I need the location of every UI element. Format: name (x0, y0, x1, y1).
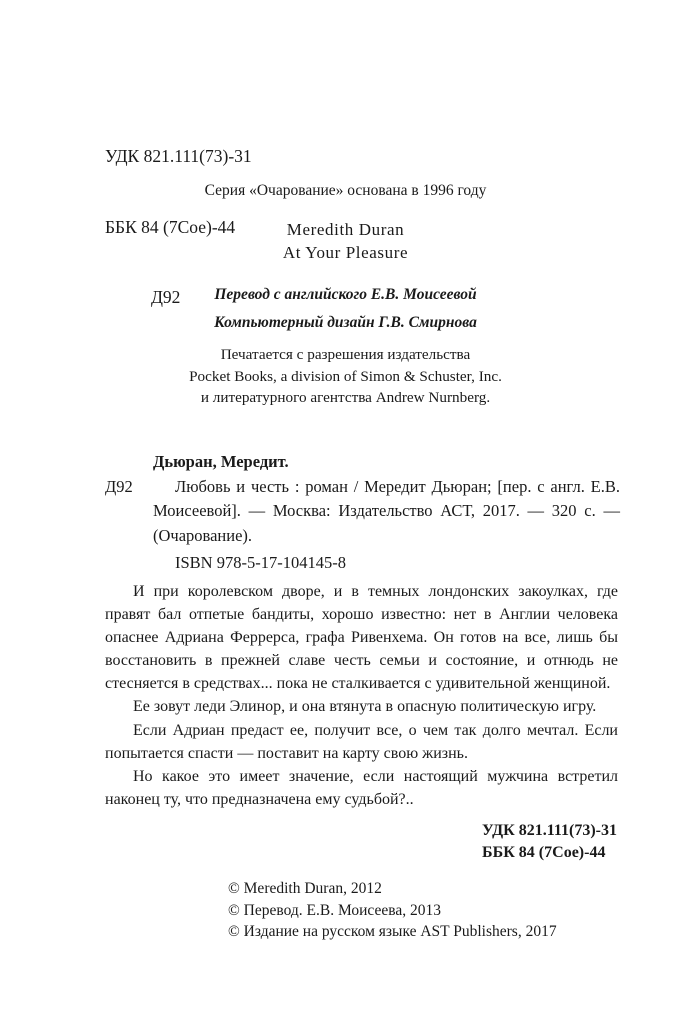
copyright-line-2: © Перевод. Е.В. Моисеева, 2013 (228, 901, 441, 919)
permission-line-3: и литературного агентства Andrew Nurnberg. (200, 389, 491, 406)
annotation-paragraph-4: Но какое это имеет значение, если настоящий мужчина встретил наконец ту, что предназначена ему судьбой?.. (105, 767, 618, 808)
annotation-paragraph-3: Если Адриан предаст ее, получит все, о чем так долго мечтал. Если попытается спасти — поставит на карту свою жизнь. (105, 721, 618, 762)
annotation-paragraph-1: И при королевском дворе, и в темных лондонских закоулках, где правят бал отпетые бандиты, хорошо известно: нет в Англии человека опаснее Адриана Феррерса, графа Ривенхема. Он готов на все, лишь бы восстановить в прежней славе честь семьи и состояние, и отнюдь не стесняется в средствах... пока не сталкивается с удивительной женщиной. (105, 583, 618, 693)
biblio-shelf-mark: Д92 (105, 476, 133, 496)
permission-block (0, 344, 691, 409)
translation-credit: Перевод с английского Е.В. Моисеевой (214, 286, 477, 303)
biblio-description: Любовь и честь : роман / Мередит Дьюран; [пер. с англ. Е.В. Моисеевой]. — Москва: Издательство АСТ, 2017. — 320 с. — (Очарование). (153, 476, 620, 545)
bbk-code-repeat: ББК 84 (7Сое)-44 (482, 843, 606, 861)
isbn: ISBN 978-5-17-104145-8 (175, 553, 346, 572)
permission-line-2: Pocket Books, a division of Simon & Schuster, Inc. (189, 367, 502, 385)
copyright-line-1: © Meredith Duran, 2012 (228, 880, 382, 897)
credits-block (0, 281, 691, 337)
bbk-code: ББК 84 (7Сое)-44 (105, 216, 236, 237)
annotation-paragraph-2: Ее зовут леди Элинор, и она втянута в опасную политическую игру. (133, 698, 597, 716)
udk-code: УДК 821.111(73)-31 (105, 146, 252, 166)
biblio-body (105, 475, 620, 549)
design-credit: Компьютерный дизайн Г.В. Смирнова (214, 314, 477, 331)
biblio-author-heading: Дьюран, Мередит. (153, 452, 289, 471)
original-title: At Your Pleasure (282, 242, 409, 262)
annotation-block (105, 580, 618, 811)
original-title-block (0, 219, 691, 264)
shelf-mark: Д92 (151, 287, 181, 307)
bibliographic-record (105, 450, 620, 576)
copyright-line-3: © Издание на русском языке AST Publishers, 2017 (228, 923, 557, 940)
permission-line-1: Печатается с разрешения издательства (220, 346, 471, 363)
series-note: Серия «Очарование» основана в 1996 году (204, 182, 487, 199)
classification-repeat-block (482, 820, 617, 863)
copyright-block (228, 878, 557, 943)
udk-code-repeat: УДК 821.111(73)-31 (482, 822, 617, 839)
original-author: Meredith Duran (286, 220, 405, 239)
